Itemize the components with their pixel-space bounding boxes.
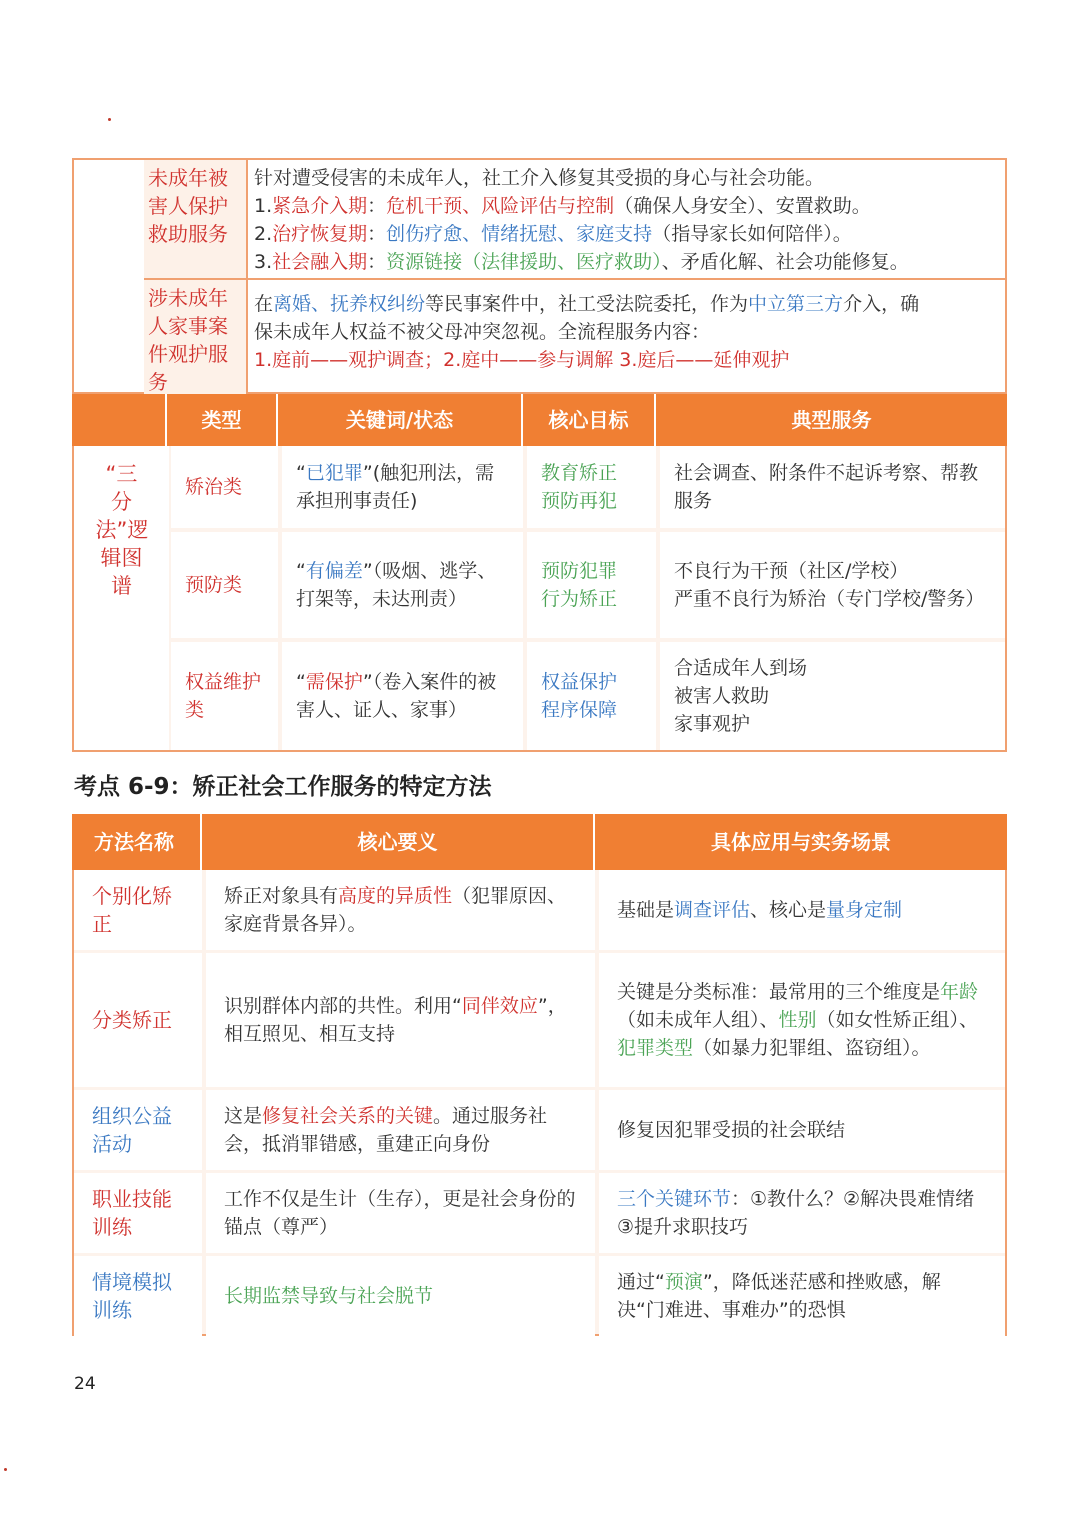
- text-segment: 。通过服务社会，抵消罪错感，重建正向身份: [224, 1105, 548, 1155]
- table-row: [169, 446, 1005, 528]
- goal-cell: 教育矫正 预防再犯: [527, 446, 656, 528]
- text-segment: 治疗恢复期: [272, 223, 368, 245]
- text-segment: 高度的异质性: [338, 885, 453, 907]
- row-label: 涉未成年人家事案件观护服务: [144, 280, 248, 394]
- text-segment: 犯罪类型: [617, 1037, 694, 1059]
- method-name-cell: [74, 1090, 202, 1170]
- text-segment: （如暴力犯罪组、盗窃组）。: [693, 1037, 931, 1059]
- goal-cell: 权益保护 程序保障: [527, 642, 656, 750]
- cell-text: [224, 882, 577, 938]
- text-segment: 针对遭受侵害的未成年人，社工介入修复其受损的身心与社会功能。: [254, 167, 825, 189]
- three-category-table: [72, 394, 1007, 752]
- table-header: [72, 394, 1007, 446]
- method-name-cell: [74, 1173, 202, 1253]
- text-segment: 矫正对象具有: [224, 885, 339, 907]
- cell-text: [224, 1102, 577, 1158]
- core-meaning-cell: [206, 953, 595, 1087]
- text-segment: “: [296, 462, 306, 484]
- service-cell: 合适成年人到场 被害人救助 家事观护: [660, 642, 1005, 750]
- text-segment: 已犯罪: [305, 462, 363, 484]
- text-segment: 需保护: [305, 671, 363, 693]
- text-segment: “: [296, 560, 306, 582]
- core-meaning-cell: [206, 1256, 595, 1336]
- text-segment: 关键是分类标准：最常用的三个维度是: [617, 981, 941, 1003]
- side-label: “三分法”逻辑图谱: [74, 446, 169, 750]
- application-cell: [599, 1256, 1005, 1336]
- text-line: [254, 192, 1003, 220]
- core-meaning-cell: [206, 1090, 595, 1170]
- text-segment: “: [296, 671, 306, 693]
- text-segment: 介入，确: [843, 293, 920, 315]
- goal-cell: 预防犯罪 行为矫正: [527, 532, 656, 638]
- text-segment: ”（吸烟、逃学、打架等，未达刑责）: [296, 560, 497, 610]
- application-cell: [599, 1090, 1005, 1170]
- method-name-cell: [74, 1256, 202, 1336]
- table-row: [74, 870, 1005, 950]
- header-cell: 类型: [167, 394, 278, 446]
- application-cell: [599, 870, 1005, 950]
- method-name: 个别化矫正: [92, 884, 172, 936]
- protection-services-table: [72, 158, 1007, 394]
- method-name: 情境模拟训练: [92, 1270, 172, 1322]
- text-segment: ”，降低迷茫感和挫败感，解决“门难进、事难办”的恐惧: [617, 1271, 941, 1321]
- text-segment: 1.庭前——观护调查；2.庭中——参与调解 3.庭后——延伸观护: [254, 349, 790, 371]
- text-segment: （如女性矫正组）、: [816, 1009, 979, 1031]
- cell-text: [617, 1268, 987, 1324]
- text-segment: 等民事案件中，社工受法院委托，作为: [425, 293, 749, 315]
- top-table-left-column: [74, 160, 145, 392]
- text-segment: 3.: [254, 251, 273, 273]
- text-segment: 在: [254, 293, 274, 315]
- keyword-cell: [282, 532, 523, 638]
- text-segment: 中立第三方: [748, 293, 844, 315]
- table-row: [74, 1090, 1005, 1170]
- text-segment: 资源链接（法律援助、医疗救助）: [386, 251, 662, 273]
- text-segment: （犯罪原因、家庭背景各异）。: [224, 885, 567, 935]
- text-segment: 创伤疗愈、情绪抚慰、家庭支持: [386, 223, 653, 245]
- table-row: [144, 160, 1005, 280]
- text-segment: 识别群体内部的共性。利用“: [224, 995, 462, 1017]
- header-cell: 关键词/状态: [278, 394, 523, 446]
- text-segment: 紧急介入期: [272, 195, 368, 217]
- correction-methods-table: [72, 814, 1007, 1336]
- method-name: 组织公益活动: [92, 1104, 172, 1156]
- table-row: [169, 642, 1005, 750]
- text-line: [254, 164, 1003, 192]
- text-segment: ”（卷入案件的被害人、证人、家事）: [296, 671, 497, 721]
- text-segment: 、核心是: [750, 899, 827, 921]
- header-cell: 具体应用与实务场景: [711, 830, 891, 854]
- table-body: [72, 870, 1007, 1336]
- text-segment: 量身定制: [826, 899, 903, 921]
- text-segment: ”(触犯刑法，需承担刑事责任): [296, 462, 495, 512]
- text-segment: 1.: [254, 195, 273, 217]
- text-segment: ：: [367, 251, 387, 273]
- decorative-dot: [108, 118, 111, 121]
- table-row: [169, 532, 1005, 638]
- text-line: [254, 248, 1003, 276]
- header-cell: 方法名称: [72, 814, 202, 870]
- text-segment: 预演: [664, 1271, 703, 1293]
- text-segment: 社会融入期: [272, 251, 368, 273]
- core-meaning-cell: [206, 1173, 595, 1253]
- cell-text: [296, 557, 509, 613]
- text-segment: 工作不仅是生计（生存），更是社会身份的锚点（尊严）: [224, 1188, 576, 1238]
- cell-text: [617, 1185, 987, 1241]
- application-cell: [599, 1173, 1005, 1253]
- text-segment: 基础是: [617, 899, 675, 921]
- core-meaning-cell: [206, 870, 595, 950]
- text-segment: ：: [367, 195, 387, 217]
- cell-text: [296, 668, 509, 724]
- method-name-cell: [74, 953, 202, 1087]
- text-segment: 这是: [224, 1105, 263, 1127]
- cell-text: [617, 978, 987, 1062]
- table-header: [72, 814, 1007, 870]
- section-title: 考点 6-9：矫正社会工作服务的特定方法: [74, 774, 492, 800]
- application-cell: [599, 953, 1005, 1087]
- table-row: [74, 953, 1005, 1087]
- cell-text: [617, 1116, 845, 1144]
- cell-text: [617, 896, 902, 924]
- service-cell: 不良行为干预（社区/学校） 严重不良行为矫治（专门学校/警务）: [660, 532, 1005, 638]
- row-content: [250, 280, 1005, 394]
- cell-text: [224, 1185, 577, 1241]
- text-line: [254, 220, 1003, 248]
- text-segment: 2.: [254, 223, 273, 245]
- page-number: 24: [74, 1374, 96, 1394]
- table-row: [74, 1256, 1005, 1336]
- type-cell: 矫治类: [171, 446, 278, 528]
- table-row: [74, 1173, 1005, 1253]
- text-segment: 危机干预、风险评估与控制: [386, 195, 615, 217]
- cell-text: [224, 992, 577, 1048]
- text-segment: 有偏差: [305, 560, 363, 582]
- text-segment: ”，相互照见、相互支持: [224, 995, 567, 1045]
- text-segment: 离婚、抚养权纠纷: [273, 293, 426, 315]
- cell-text: [224, 1282, 433, 1310]
- text-segment: 年龄: [940, 981, 979, 1003]
- text-segment: 修复因犯罪受损的社会联结: [617, 1119, 846, 1141]
- text-segment: 长期监禁导致与社会脱节: [224, 1285, 434, 1307]
- decorative-dot: [4, 1468, 7, 1471]
- keyword-cell: [282, 642, 523, 750]
- row-label: 未成年被害人保护救助服务: [144, 160, 248, 278]
- text-segment: （确保人身安全）、安置救助。: [614, 195, 871, 217]
- text-segment: ：: [367, 223, 387, 245]
- header-cell: 核心要义: [202, 814, 595, 870]
- header-cell: 核心目标: [523, 394, 656, 446]
- text-line: [254, 346, 1003, 374]
- text-segment: 性别: [778, 1009, 817, 1031]
- method-name: 分类矫正: [92, 1008, 172, 1032]
- cell-text: [296, 459, 509, 515]
- method-name-cell: [74, 870, 202, 950]
- text-segment: 、矛盾化解、社会功能修复。: [661, 251, 909, 273]
- text-segment: 调查评估: [674, 899, 751, 921]
- row-content: [250, 160, 1005, 278]
- type-cell: 权益维护类: [171, 642, 278, 750]
- type-cell: 预防类: [171, 532, 278, 638]
- text-line: [254, 318, 1003, 346]
- text-segment: ：①教什么？②解决畏难情绪③提升求职技巧: [617, 1188, 975, 1238]
- header-blank: [72, 394, 167, 446]
- text-line: [254, 290, 1003, 318]
- header-cell: 典型服务: [791, 408, 872, 432]
- keyword-cell: [282, 446, 523, 528]
- text-segment: 保未成年人权益不被父母冲突忽视。全流程服务内容：: [254, 321, 711, 343]
- text-segment: 三个关键环节: [617, 1188, 732, 1210]
- text-segment: 修复社会关系的关键: [262, 1105, 434, 1127]
- table-body: [72, 446, 1007, 752]
- text-segment: 通过“: [617, 1271, 665, 1293]
- service-cell: 社会调查、附条件不起诉考察、帮教服务: [660, 446, 1005, 528]
- table-row: [144, 280, 1005, 394]
- text-segment: （指导家长如何陪伴）。: [652, 223, 852, 245]
- text-segment: 同伴效应: [461, 995, 538, 1017]
- method-name: 职业技能训练: [92, 1187, 172, 1239]
- text-segment: （如未成年人组）、: [617, 1009, 779, 1031]
